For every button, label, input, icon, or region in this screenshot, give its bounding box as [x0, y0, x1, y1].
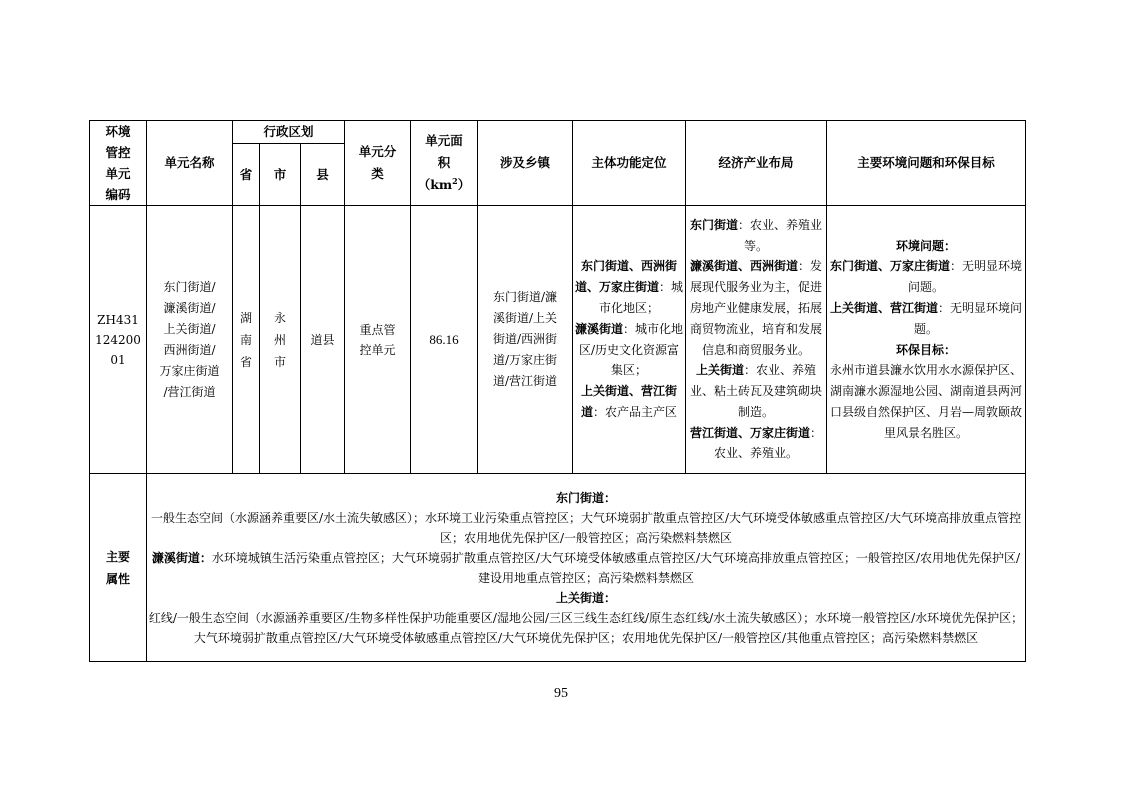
county-cell: 道县	[301, 206, 345, 474]
page-number: 95	[554, 686, 568, 701]
header-area: 单元面 积 $(km^2)$	[411, 121, 478, 206]
attributes-label: 主要属性	[90, 474, 147, 662]
unit-table	[89, 120, 1026, 662]
unit-code-cell: ZH431 124200 01	[90, 206, 147, 474]
header-category: 单元分类	[345, 121, 411, 206]
unit-name-cell: 东门街道/ 濂溪街道/ 上关街道/ 西洲街道/ 万家庄街道 /营江街道	[147, 206, 233, 474]
header-city: 市	[260, 144, 301, 206]
header-code: 环境管控单元编码	[90, 121, 147, 206]
header-issues: 主要环境问题和环保目标	[827, 121, 1026, 206]
province-cell: 湖南省	[233, 206, 260, 474]
attributes-row	[90, 474, 1026, 662]
table-row	[90, 206, 1026, 474]
category-cell: 重点管 控单元	[345, 206, 411, 474]
city-cell: 永州市	[260, 206, 301, 474]
towns-cell: 东门街道/濂 溪街道/上关 街道/西洲街 道/万家庄街 道/营江街道	[478, 206, 573, 474]
header-towns: 涉及乡镇	[478, 121, 573, 206]
header-function: 主体功能定位	[573, 121, 686, 206]
issues-cell: 环境问题： 东门街道、万家庄街道：无明显环境问题。 上关街道、营江街道：无明显环境问题。 环保目标： 永州市道县濂水饮用水水源保护区、湖南濂水源湿地公园、湖南道县两河口县级自然保护区、月岩—周敦颐故里风景名胜区。	[827, 206, 1026, 474]
function-cell: 东门街道、西洲街道、万家庄街道：城市化地区； 濂溪街道：城市化地区/历史文化资源富集区； 上关街道、营江街道：农产品主产区	[573, 206, 686, 474]
header-province: 省	[233, 144, 260, 206]
area-cell: 86.16	[411, 206, 478, 474]
header-economy: 经济产业布局	[686, 121, 827, 206]
header-county: 县	[301, 144, 345, 206]
header-admin-division: 行政区划	[233, 121, 345, 144]
header-unit-name: 单元名称	[147, 121, 233, 206]
economy-cell: 东门街道：农业、养殖业等。 濂溪街道、西洲街道：发展现代服务业为主，促进房地产业健康发展，拓展商贸物流业，培育和发展信息和商贸服务业。 上关街道：农业、养殖业、粘土砖瓦及建筑砌块制造。 营江街道、万家庄街道：农业、养殖业。	[686, 206, 827, 474]
attributes-content: 东门街道： 一般生态空间（水源涵养重要区/水土流失敏感区）；水环境工业污染重点管控区；大气环境弱扩散重点管控区/大气环境受体敏感重点管控区/大气环境高排放重点管控区；农用地优先保护区/一般管控区；高污染燃料禁燃区 濂溪街道：水环境城镇生活污染重点管控区；大气环境弱扩散重点管控区/大气环境受体敏感重点管控区/大气环境高排放重点管控区；一般管控区/农用地优先保护区/建设用地重点管控区；高污染燃料禁燃区 上关街道： 红线/一般生态空间（水源涵养重要区/生物多样性保护功能重要区/湿地公园/三区三线生态红线/原生态红线/水土流失敏感区）；水环境一般管控区/水环境优先保护区；大气环境弱扩散重点管控区/大气环境受体敏感重点管控区/大气环境优先保护区；农用地优先保护区/一般管控区/其他重点管控区；高污染燃料禁燃区	[147, 474, 1026, 662]
